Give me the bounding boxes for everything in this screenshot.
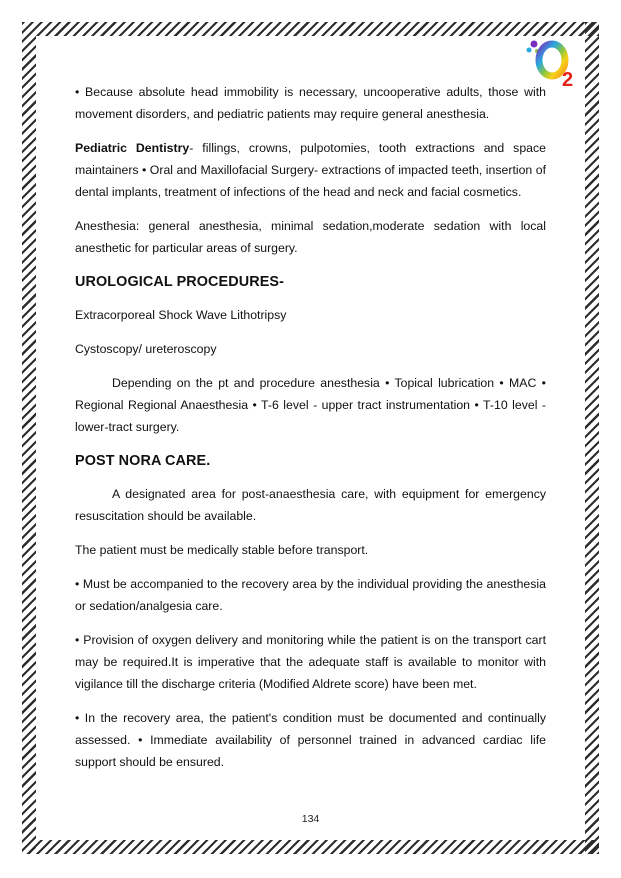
paragraph-pediatric-dentistry — [75, 137, 546, 203]
page-content — [75, 81, 546, 785]
svg-text:2: 2 — [562, 69, 574, 88]
paragraph-recovery-area: • In the recovery area, the patient's condition must be documented and continually assessed. • Immediate availability of personnel trained in advanced cardiac life support should be ensured. — [75, 711, 546, 769]
paragraph-oxygen-delivery: • Provision of oxygen delivery and monitoring while the patient is on the transport cart may be required.It is imperative that the adequate staff is available to monitor with vigilance till the discharge criteria (Modified Aldrete score) have been met. — [75, 633, 546, 691]
paragraph-accompanied: • Must be accompanied to the recovery area by the individual providing the anesthesia or sedation/analgesia care. — [75, 577, 546, 613]
post-nora-care-heading: POST NORA CARE. — [75, 453, 211, 469]
page-border-top — [22, 22, 599, 36]
paragraph-cystoscopy: Cystoscopy/ ureteroscopy — [75, 342, 217, 356]
urological-procedures-heading: UROLOGICAL PROCEDURES- — [75, 274, 285, 290]
page-number: 134 — [301, 813, 320, 825]
page-border-bottom — [22, 840, 599, 854]
pediatric-dentistry-text: - fillings, crowns, pulpotomies, tooth extractions and space maintainers • Oral and Maxillofacial Surgery- extractions of impacted teeth, insertion of dental implants, treatment of infections of the head and neck and facial cosmetics. — [75, 141, 546, 199]
paragraph-eswl: Extracorporeal Shock Wave Lithotripsy — [75, 308, 287, 322]
page-border-left — [22, 22, 36, 854]
paragraph-urological-anesthesia: Depending on the pt and procedure anesthesia • Topical lubrication • MAC • Regional Regional Anaesthesia • T-6 level - upper tract instrumentation • T-10 level - lower-tract surgery. — [75, 376, 546, 434]
paragraph-anesthesia-immobility: • Because absolute head immobility is necessary, uncooperative adults, those with movement disorders, and pediatric patients may require general anesthesia. — [75, 85, 546, 121]
pediatric-dentistry-heading: Pediatric Dentistry — [75, 141, 190, 155]
page-border-right — [585, 22, 599, 854]
paragraph-anesthesia-types: Anesthesia: general anesthesia, minimal sedation,moderate sedation with local anesthetic for particular areas of surgery. — [75, 219, 546, 255]
paragraph-post-anaesthesia-area: A designated area for post-anaesthesia care, with equipment for emergency resuscitation should be available. — [75, 487, 546, 523]
paragraph-medically-stable: The patient must be medically stable before transport. — [75, 543, 369, 557]
